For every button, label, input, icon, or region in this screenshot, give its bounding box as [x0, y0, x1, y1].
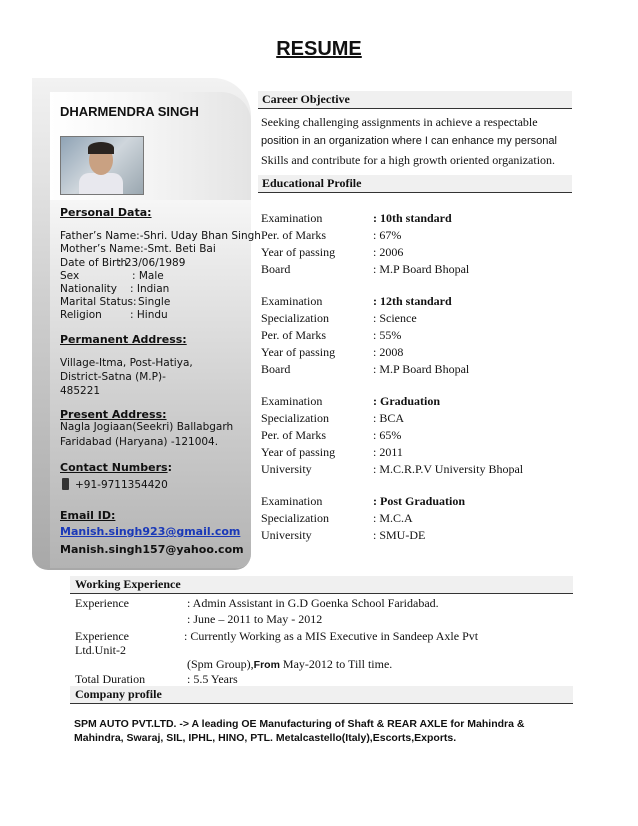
- career-objective-text: [261, 113, 571, 170]
- edu-value: : M.C.R.P.V University Bhopal: [373, 462, 524, 476]
- edu-label: University: [261, 528, 312, 542]
- present-address-heading: Present Address:: [60, 408, 167, 421]
- sex-label: Sex: [60, 270, 80, 282]
- candidate-name: DHARMENDRA SINGH: [60, 104, 199, 119]
- edu-value: : M.P Board Bhopal: [373, 262, 470, 276]
- edu-label: Examination: [261, 494, 323, 508]
- edu-label: Specialization: [261, 511, 329, 525]
- nationality-value: : Indian: [130, 283, 170, 295]
- contact-heading-text: Contact Numbers: [60, 461, 168, 474]
- email-2: Manish.singh157@yahoo.com: [60, 543, 244, 556]
- phone-row: [62, 478, 168, 491]
- edu-value: : Science: [373, 311, 417, 325]
- edu-value: : 12th standard: [373, 294, 452, 308]
- edu-value: : M.C.A: [373, 511, 413, 525]
- edu-value: : BCA: [373, 411, 405, 425]
- phone-number: +91-9711354420: [75, 479, 168, 491]
- sex-value: : Male: [132, 270, 164, 282]
- edu-value: : SMU-DE: [373, 528, 426, 542]
- career-objective-bar: [258, 91, 572, 109]
- edu-value: : Post Graduation: [373, 494, 466, 508]
- edu-label: Year of passing: [261, 245, 336, 259]
- edu-value: : 55%: [373, 328, 402, 342]
- present-line-2: Faridabad (Haryana) -121004.: [60, 436, 219, 448]
- work-bar: [70, 576, 573, 594]
- edu-label: Specialization: [261, 311, 329, 325]
- total-duration-label: Total Duration: [75, 672, 146, 686]
- edu-label: Per. of Marks: [261, 428, 326, 442]
- exp2-value: : Currently Working as a MIS Executive in Sandeep Axle Pvt: [184, 629, 479, 643]
- permanent-line-3: 485221: [60, 385, 101, 397]
- education-heading: Educational Profile: [262, 176, 362, 190]
- permanent-line-1: Village-Itma, Post-Hatiya,: [60, 357, 193, 369]
- career-line-1: Seeking challenging assignments in achieve a respectable: [261, 115, 538, 129]
- permanent-line-2: District-Satna (M.P)-: [60, 371, 166, 383]
- page-title: RESUME: [276, 38, 362, 60]
- email-link-1[interactable]: Manish.singh923@gmail.com: [60, 525, 241, 538]
- edu-label: Per. of Marks: [261, 228, 326, 242]
- nationality-label: Nationality: [60, 283, 118, 295]
- personal-data-heading: Personal Data:: [60, 206, 152, 219]
- phone-icon: [62, 478, 69, 490]
- edu-value: : 2006: [373, 245, 404, 259]
- father-name: Father’s Name:-Shri. Uday Bhan Singh: [60, 230, 261, 242]
- dob-label: Date of Birth: [60, 257, 128, 269]
- edu-value: : M.P Board Bhopal: [373, 362, 470, 376]
- exp2-cont: Ltd.Unit-2: [75, 643, 126, 657]
- career-line-3: Skills and contribute for a high growth oriented organization.: [261, 153, 556, 167]
- company-heading: Company profile: [75, 687, 162, 701]
- edu-value: : 65%: [373, 428, 402, 442]
- edu-label: University: [261, 462, 312, 476]
- company-line-1: SPM AUTO PVT.LTD. -> A leading OE Manufacturing of Shaft & REAR AXLE for Mahindra &: [74, 718, 525, 730]
- exp1-label: Experience: [75, 596, 129, 610]
- edu-label: Specialization: [261, 411, 329, 425]
- edu-label: Per. of Marks: [261, 328, 326, 342]
- company-bar: [70, 686, 573, 704]
- work-heading: Working Experience: [75, 577, 181, 591]
- exp1-dates: : June – 2011 to May - 2012: [187, 612, 323, 626]
- religion-label: Religion: [60, 309, 102, 321]
- education-bar: [258, 175, 572, 193]
- exp1-value: : Admin Assistant in G.D Goenka School Faridabad.: [187, 596, 439, 610]
- edu-label: Board: [261, 262, 291, 276]
- edu-label: Year of passing: [261, 445, 336, 459]
- permanent-address-heading: Permanent Address:: [60, 333, 187, 346]
- edu-label: Examination: [261, 211, 323, 225]
- exp2-from: From: [253, 659, 280, 671]
- exp2-period: May-2012 to Till time.: [279, 657, 393, 671]
- edu-label: Year of passing: [261, 345, 336, 359]
- present-line-1: Nagla Jogiaan(Seekri) Ballabgarh: [60, 421, 234, 433]
- exp2-dates: [187, 657, 392, 672]
- exp2-label: Experience: [75, 629, 129, 643]
- career-objective-heading: Career Objective: [262, 92, 350, 106]
- edu-label: Board: [261, 362, 291, 376]
- edu-value: : 2011: [373, 445, 403, 459]
- dob-value: : 23/06/1989: [118, 257, 186, 269]
- edu-label: Examination: [261, 294, 323, 308]
- marital-label: Marital Status:: [60, 296, 137, 308]
- exp2-group: (Spm Group),: [187, 657, 254, 671]
- contact-colon: :: [167, 461, 172, 474]
- edu-value: : 67%: [373, 228, 402, 242]
- profile-photo: [60, 136, 144, 195]
- company-line-2: Mahindra, Swaraj, SIL, IPHL, HINO, PTL. Metalcastello(Italy),Escorts,Exports.: [74, 732, 457, 744]
- marital-value: Single: [138, 296, 171, 308]
- mother-name: Mother’s Name:-Smt. Beti Bai: [60, 243, 216, 255]
- career-line-2: position in an organization where I can enhance my personal: [261, 135, 557, 147]
- email-heading: Email ID:: [60, 509, 116, 522]
- edu-value: : 10th standard: [373, 211, 452, 225]
- edu-value: : 2008: [373, 345, 404, 359]
- company-text: [74, 717, 574, 745]
- contact-heading: [60, 461, 172, 474]
- religion-value: : Hindu: [130, 309, 168, 321]
- edu-value: : Graduation: [373, 394, 441, 408]
- edu-label: Examination: [261, 394, 323, 408]
- total-duration-value: : 5.5 Years: [187, 672, 238, 686]
